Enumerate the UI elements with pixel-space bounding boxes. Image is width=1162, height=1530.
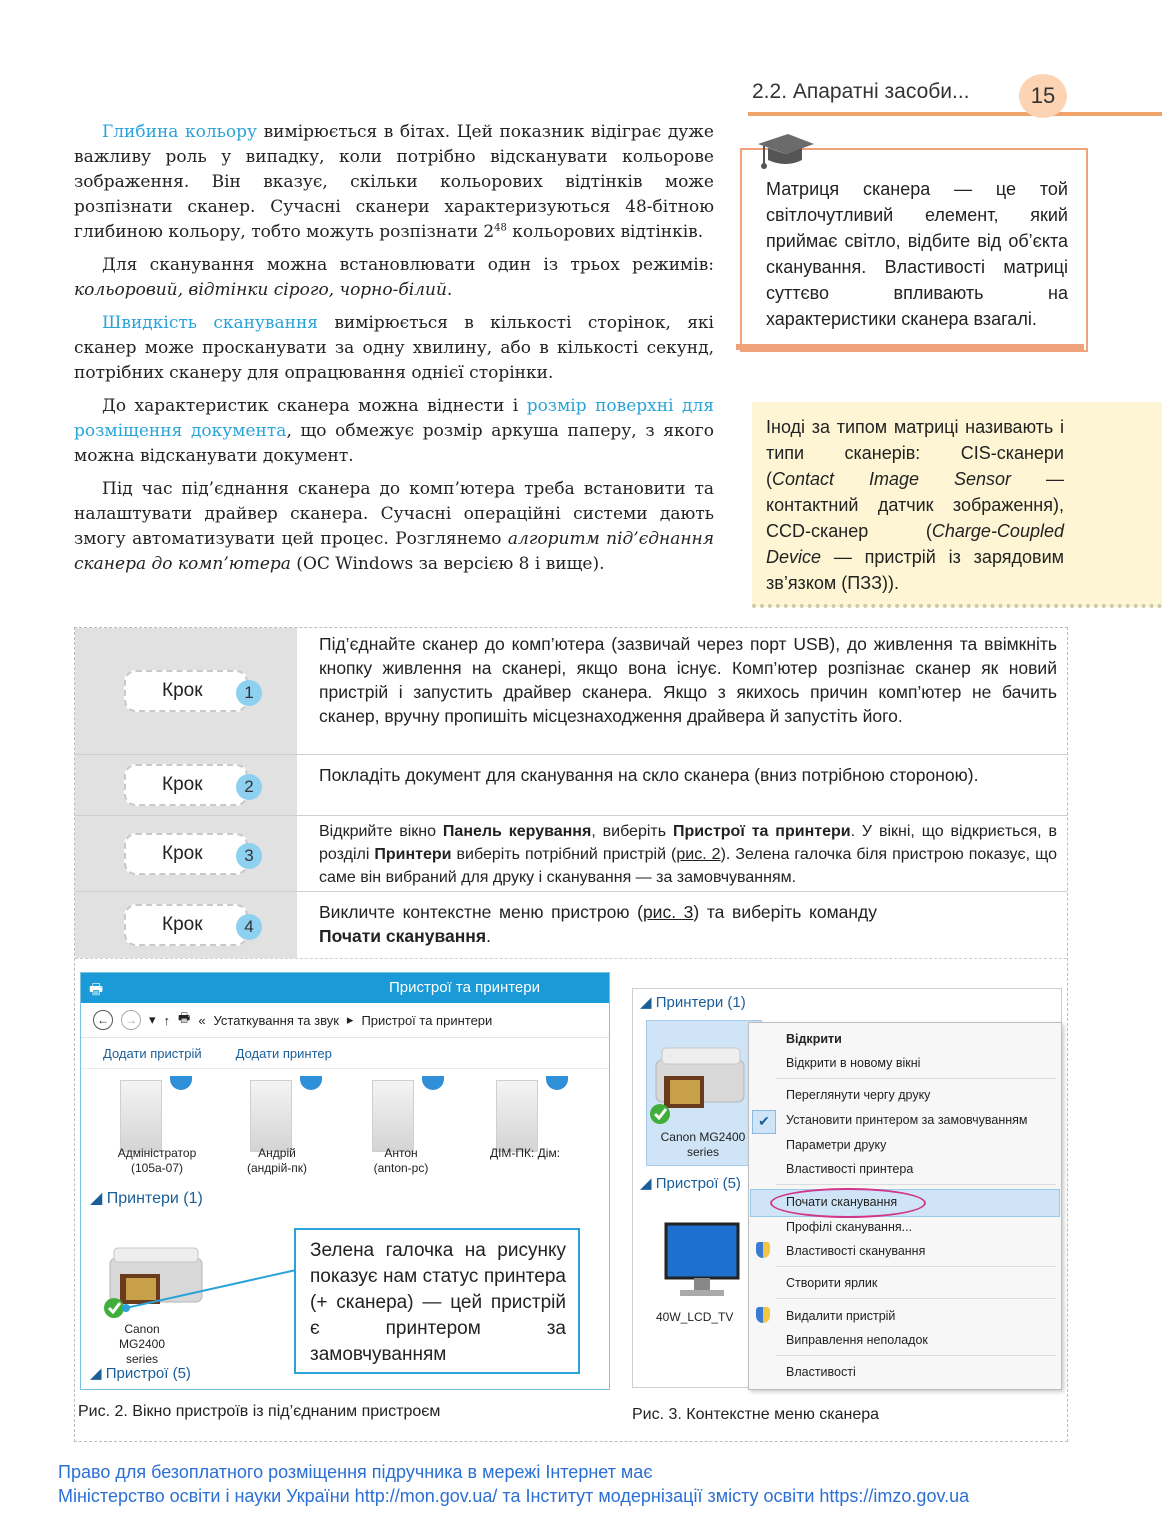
highlight-ellipse: [770, 1188, 926, 1218]
text: Відкрийте вікно: [319, 823, 443, 840]
devices-group-heading[interactable]: [640, 1174, 741, 1192]
menu-item-open-new-window[interactable]: Відкрити в новому вікні: [786, 1056, 921, 1070]
step-number: 4: [236, 914, 262, 940]
text: вимірюється в кількості сторінок, які сканер може просканувати за одну хвилину, або в кількості секунд, потрібних сканеру для опрацювання однієї сторінки.: [74, 313, 714, 383]
callout-pointer: [120, 1240, 300, 1314]
menu-separator: [776, 1355, 1056, 1356]
shield-icon: [756, 1242, 770, 1258]
step-label-cell: [75, 755, 297, 815]
text: Під час під’єднання сканера до комп’ютера треба встановити та налаштувати драйвер сканера. Сучасні операційні системи дають змогу автоматизувати цей процес. Розглянемо: [74, 479, 714, 549]
group-label: Принтери (1): [106, 1190, 203, 1207]
device-name: Антон: [384, 1146, 418, 1160]
device-item[interactable]: [470, 1146, 580, 1161]
menu-separator: [776, 1078, 1056, 1079]
text: Викличте контекстне меню пристрою (: [319, 902, 643, 922]
command-bar: [81, 1038, 609, 1069]
menu-separator: [776, 1184, 1056, 1185]
figure-reference[interactable]: рис. 2: [676, 846, 721, 863]
term-ccd: Charge-Coupled Device: [766, 521, 1064, 567]
step-label: [124, 670, 254, 712]
device-host: (anton-pc): [373, 1161, 429, 1175]
text: , що обмежує розмір аркуша паперу, з якого можна відсканувати документ.: [74, 421, 714, 466]
device-host: (105а-07): [130, 1161, 184, 1175]
text: , виберіть: [591, 823, 673, 840]
footer-line: Право для безоплатного розміщення підручника в мережі Інтернет має: [58, 1462, 653, 1482]
text: .: [486, 926, 491, 946]
device-name: ДІМ-ПК: Дім:: [489, 1146, 561, 1160]
paragraph-scan-speed: [74, 311, 714, 386]
term-cis: Contact Image Sensor: [772, 469, 1012, 489]
step-word: Крок: [162, 842, 203, 864]
device-host: (андрій-пк): [246, 1161, 308, 1175]
text: — контактний датчик зображення), CCD-сканер (: [766, 469, 1064, 541]
step-row: [75, 816, 1067, 892]
device-name: Адміністратор: [117, 1146, 197, 1160]
menu-item-open[interactable]: Відкрити: [786, 1032, 842, 1046]
text: — пристрій із зарядовим зв’язком (ПЗЗ)).: [766, 547, 1064, 593]
definition-text: Матриця сканера — це той світлочутливий елемент, який приймає світло, відбите від об’єкта сканування. Властивості матриці суттєво впливають на характеристики сканера взагалі.: [766, 179, 1068, 329]
step-label-cell: [75, 892, 297, 958]
step-word: Крок: [162, 680, 203, 701]
definition-box-edge: [736, 344, 1084, 350]
collapse-triangle-icon: ◢: [90, 1365, 106, 1382]
device-item[interactable]: [102, 1146, 212, 1176]
algorithm-title: алгоритм під’єднання сканера до комп’ютера: [74, 529, 714, 574]
step-word: Крок: [162, 774, 203, 795]
breadcrumb-item[interactable]: Устаткування та звук: [213, 1012, 339, 1028]
text: ). Зелена галочка біля пристрою показує, що саме він вибраний для друку і сканування — за замовчуванням.: [319, 846, 1058, 886]
step-text: Покладіть документ для сканування на скло сканера (вниз потрібною стороною).: [319, 765, 979, 785]
menu-item-print-preferences[interactable]: Параметри друку: [786, 1138, 887, 1152]
step-text: [297, 892, 1067, 958]
step-label: [124, 833, 254, 875]
paragraph-scan-modes: [74, 253, 714, 303]
recent-dropdown-icon[interactable]: ▾: [149, 1012, 156, 1027]
collapse-triangle-icon: ◢: [90, 1190, 107, 1207]
computer-icon[interactable]: [120, 1080, 162, 1152]
header-rule: [748, 112, 1162, 116]
monitor-icon[interactable]: [660, 1220, 744, 1304]
breadcrumb-separator: «: [198, 1012, 206, 1028]
ui-term: Пристрої та принтери: [672, 823, 851, 840]
shield-icon: [756, 1307, 770, 1323]
step-number: 3: [236, 843, 262, 869]
text: Іноді за типом матриці називають і типи сканерів: CIS-сканери (: [766, 417, 1064, 489]
term-surface-size: розмір поверхні для розміщення документа: [74, 396, 715, 441]
group-label: Принтери (1): [655, 994, 746, 1011]
devices-printers-icon: 🖶: [89, 981, 104, 998]
step-row: [75, 892, 1067, 959]
add-printer-button[interactable]: Додати принтер: [235, 1045, 332, 1061]
breadcrumb-item[interactable]: Пристрої та принтери: [361, 1012, 493, 1028]
printers-group-heading[interactable]: [640, 993, 746, 1011]
forward-icon[interactable]: →: [121, 1010, 141, 1030]
text: До характеристик сканера можна віднести і: [102, 396, 527, 416]
menu-item-scan-properties[interactable]: Властивості сканування: [786, 1244, 926, 1258]
footer: [58, 1460, 969, 1508]
figure-3-caption: Рис. 3. Контекстне меню сканера: [632, 1406, 880, 1423]
ui-term: Принтери: [374, 846, 452, 863]
window-title: Пристрої та принтери: [389, 979, 540, 996]
device-item[interactable]: [346, 1146, 456, 1176]
step-text: [297, 816, 1067, 891]
term-color-depth: Глибина кольору: [102, 122, 258, 142]
computer-icon[interactable]: [372, 1080, 414, 1152]
collapse-triangle-icon: ◢: [640, 1175, 656, 1192]
note-text: [766, 414, 1064, 596]
menu-item-scan-profiles[interactable]: Профілі сканування...: [786, 1220, 913, 1234]
printers-group-heading[interactable]: [90, 1188, 203, 1208]
term-scan-speed: Швидкість сканування: [102, 313, 319, 333]
menu-item-print-queue[interactable]: Переглянути чергу друку: [786, 1088, 931, 1102]
text: виберіть потрібний пристрій (: [451, 846, 677, 863]
figure-2-caption: Рис. 2. Вікно пристроїв із під’єднаним пристроєм: [78, 1403, 441, 1420]
menu-item-set-default[interactable]: Установити принтером за замовчуванням: [786, 1113, 1028, 1127]
printer-name: Canon MG2400 series: [660, 1130, 746, 1159]
collapse-triangle-icon: ◢: [640, 994, 656, 1011]
step-row: [75, 628, 1067, 755]
group-label: Пристрої (5): [105, 1365, 191, 1382]
up-icon[interactable]: ↑: [163, 1012, 171, 1028]
device-item[interactable]: [222, 1146, 332, 1176]
superscript: 48: [494, 222, 507, 234]
step-number: 1: [236, 680, 262, 706]
step-label: [124, 764, 254, 806]
step-text: Під’єднайте сканер до комп’ютера (зазвичай через порт USB), до живлення та ввімкніть кнопку живлення на сканері, якщо вона існує. Комп’ютер розпізнає сканер як новий пристрій і запустить драйвер сканера. Якщо з якихось причин комп’ютер не бачить сканер, вручну пропишіть місцезнаходження драйвера й запустіть його.: [319, 634, 1057, 726]
graduation-cap-icon: [756, 130, 816, 172]
ui-term: Панель керування: [442, 823, 592, 840]
menu-item-start-scan[interactable]: Почати сканування: [786, 1195, 898, 1209]
text: ) та виберіть команду: [693, 902, 877, 922]
device-name: 40W_LCD_TV: [656, 1310, 734, 1324]
printer-icon[interactable]: [648, 1036, 752, 1128]
figure-reference[interactable]: рис. 3: [642, 902, 694, 922]
main-text: [74, 120, 714, 585]
step-label-cell: [75, 816, 297, 891]
paragraph-color-depth: [74, 120, 714, 245]
menu-item-properties[interactable]: Властивості: [786, 1365, 856, 1379]
menu-item-troubleshoot[interactable]: Виправлення неполадок: [786, 1333, 928, 1347]
group-label: Пристрої (5): [655, 1175, 741, 1192]
text: . У вікні, що відкриється, в розділі: [319, 823, 1057, 863]
step-word: Крок: [162, 914, 203, 935]
printer-name: Canon MG2400 series: [118, 1322, 166, 1366]
page-number: 15: [1019, 74, 1067, 118]
address-bar: [81, 1003, 609, 1038]
menu-item-printer-properties[interactable]: Властивості принтера: [786, 1162, 914, 1176]
text: кольорових відтінків.: [506, 222, 704, 242]
window-titlebar: [81, 973, 609, 1003]
device-name: Андрій: [258, 1146, 296, 1160]
step-label-cell: [75, 628, 297, 754]
computer-icon[interactable]: [496, 1080, 538, 1152]
text: вимірюється в бітах. Цей показник відіграє дуже важливу роль у випадку, коли потрібно відсканувати кольорове зображення. Він вказує, скільки кольорових відтінків може розпізнати сканер. Сучасні сканери характеризуються 48-бітною глибиною кольору, тобто можуть розпізнати 2: [74, 122, 714, 242]
text: Для сканування можна встановлювати один із трьох режимів:: [102, 255, 714, 275]
menu-item-create-shortcut[interactable]: Створити ярлик: [786, 1276, 878, 1290]
menu-item-remove-device[interactable]: Видалити пристрій: [786, 1309, 896, 1323]
text: (ОС Windows за версією 8 і вище).: [290, 554, 605, 574]
footer-line: Міністерство освіти і науки України http://mon.gov.ua/ та Інститут модернізації змісту освіти https://imzo.gov.ua: [58, 1486, 970, 1506]
back-icon[interactable]: ←: [93, 1010, 113, 1030]
computer-icon[interactable]: [250, 1080, 292, 1152]
callout-text: Зелена галочка на рисунку показує нам статус принтера (+ сканера) — цей пристрій є принтером за замовчуванням: [294, 1228, 580, 1374]
text: .: [446, 280, 453, 300]
devices-group-heading[interactable]: [90, 1364, 191, 1382]
note-divider: [752, 604, 1162, 608]
add-device-button[interactable]: Додати пристрій: [103, 1045, 202, 1061]
control-panel-icon: 🖶: [178, 1010, 191, 1025]
section-title: 2.2. Апаратні засоби...: [752, 80, 970, 103]
step-label: [124, 904, 254, 946]
step-number: 2: [236, 774, 262, 800]
modes-list: кольоровий, відтінки сірого, чорно-білий: [74, 280, 447, 300]
menu-separator: [776, 1266, 1056, 1267]
menu-separator: [776, 1298, 1056, 1299]
paragraph-driver: [74, 477, 714, 577]
ui-term: Почати сканування: [319, 926, 487, 946]
chevron-right-icon: ▸: [346, 1012, 354, 1027]
step-row: [75, 755, 1067, 816]
checkmark-icon: ✔: [752, 1110, 776, 1134]
paragraph-surface-size: [74, 394, 714, 469]
